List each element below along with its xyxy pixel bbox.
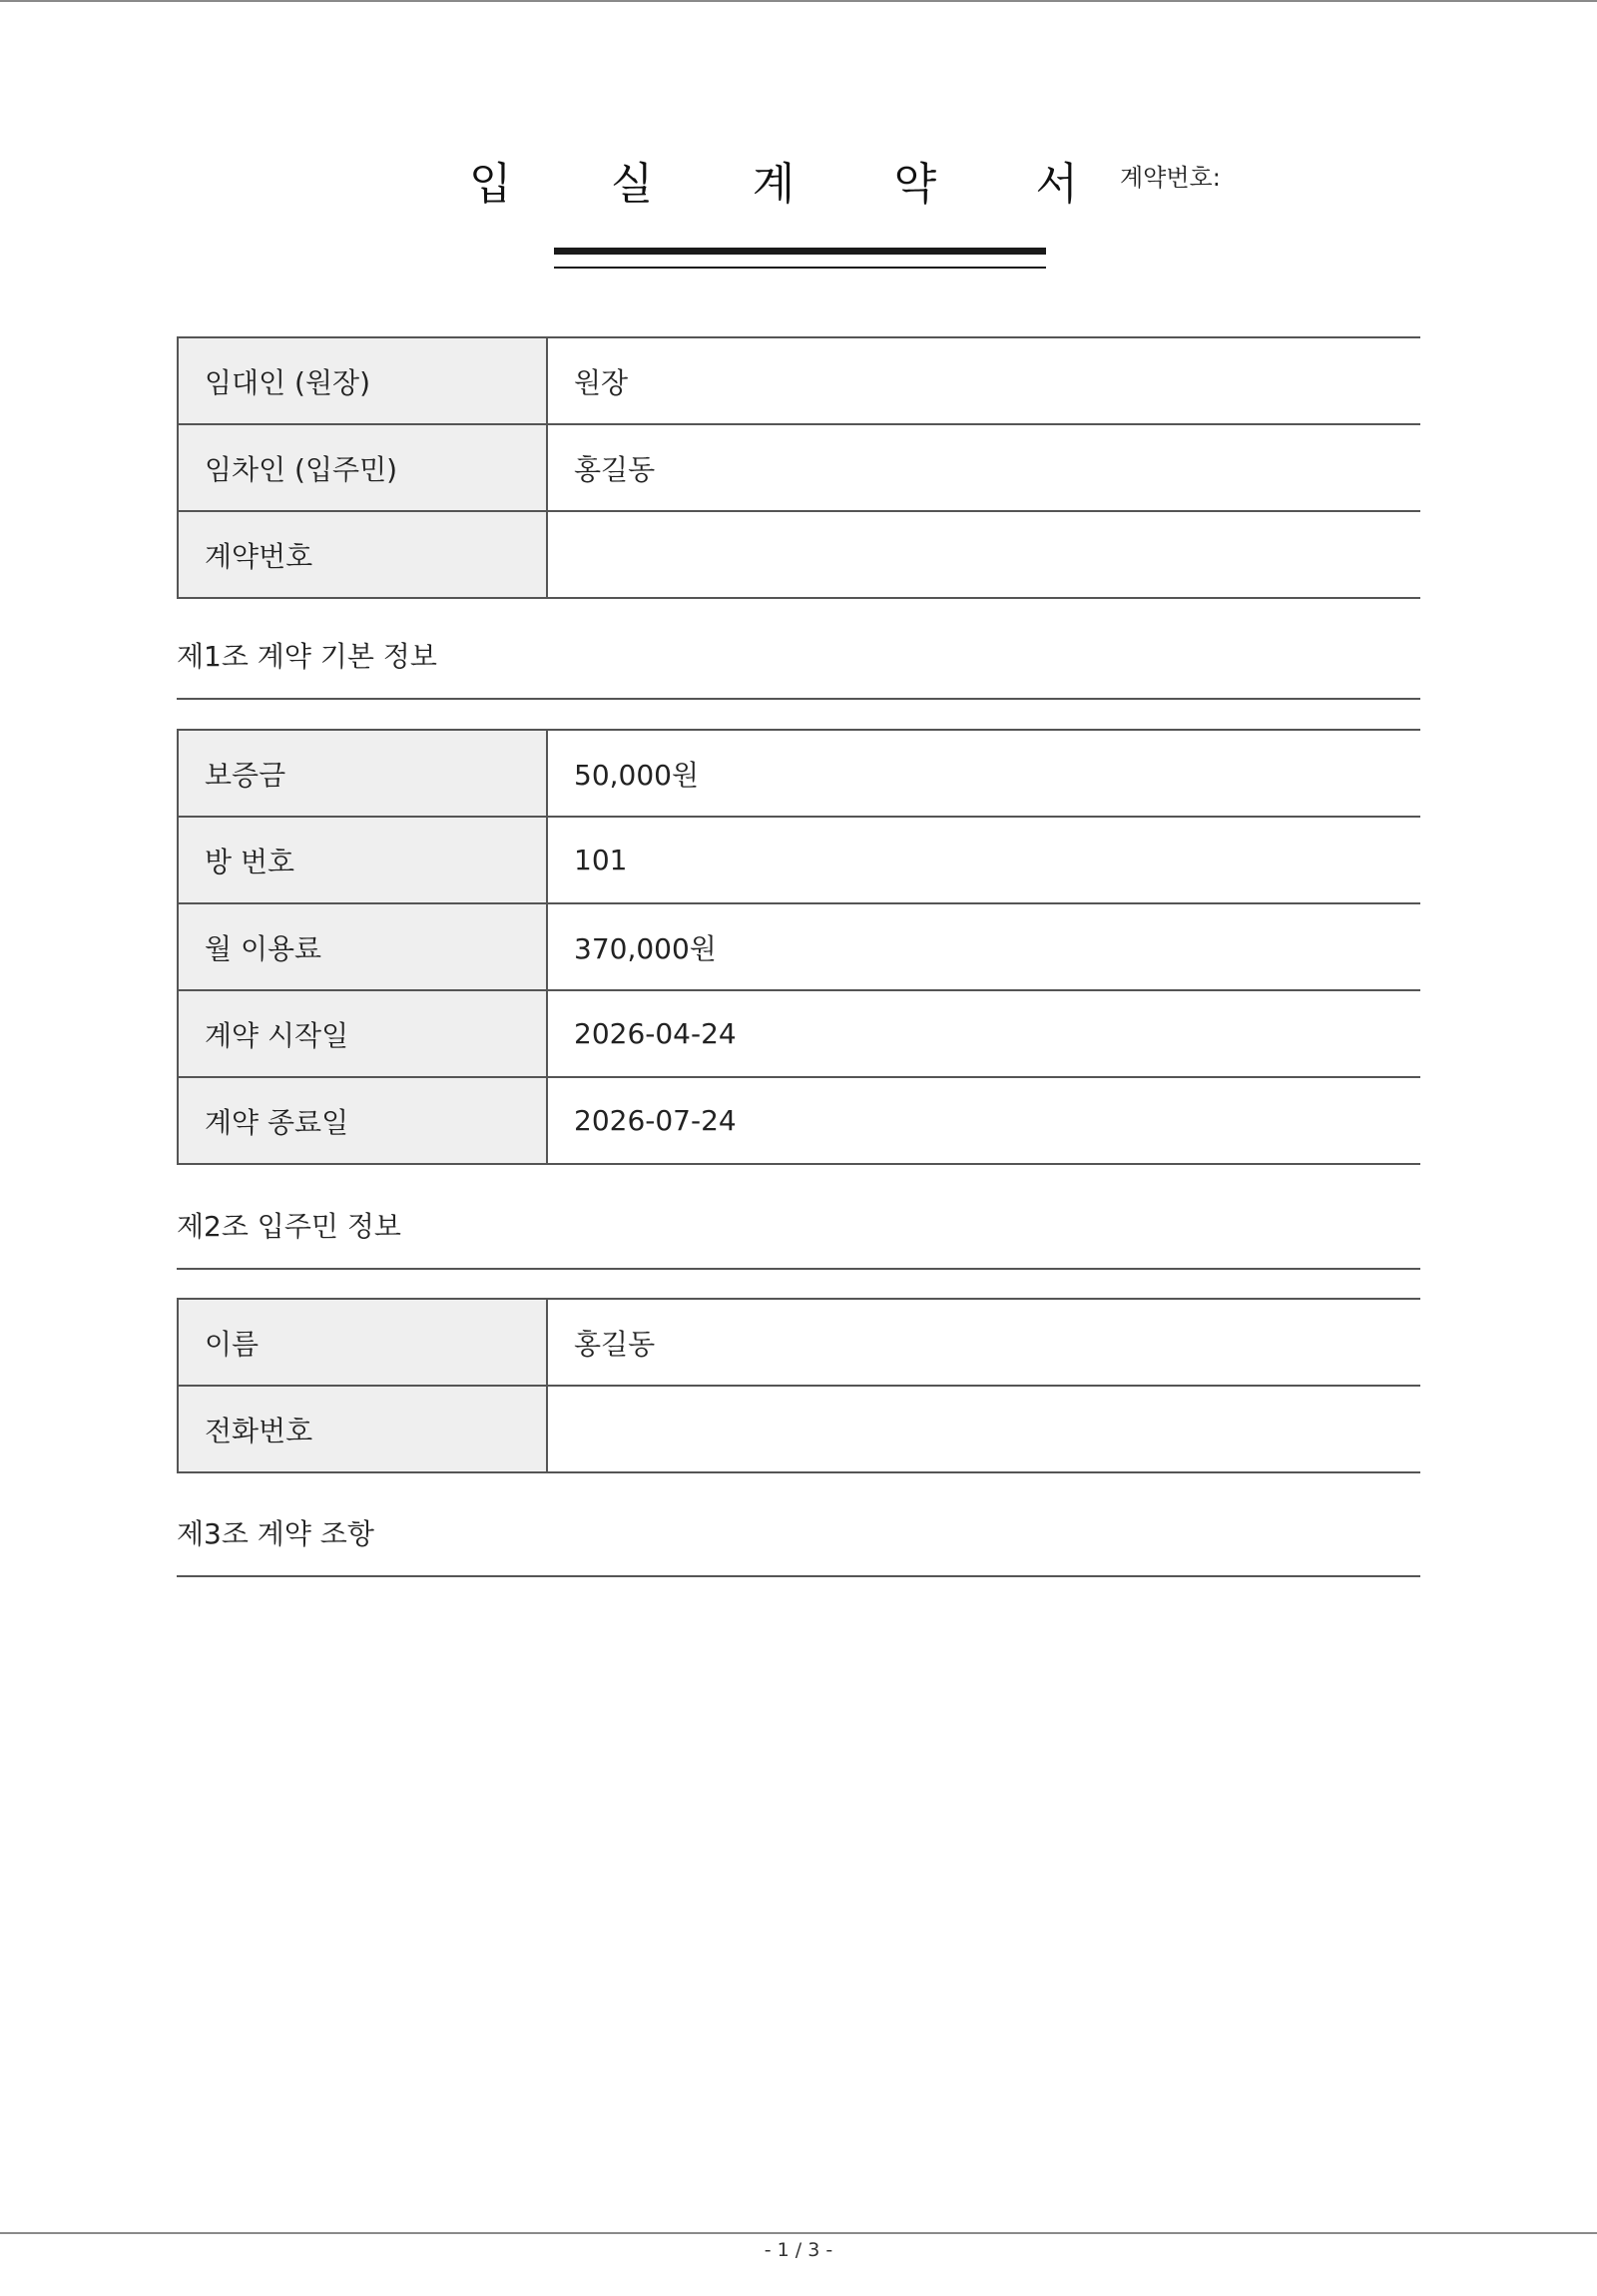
page-number: - 1 / 3 - (764, 2239, 833, 2261)
row-label: 계약 시작일 (177, 991, 548, 1076)
row-value: 370,000원 (574, 931, 717, 965)
footer-divider (0, 2232, 1597, 2234)
row-value: 원장 (574, 365, 629, 399)
title-char: 입 (469, 159, 512, 210)
article1-heading: 제1조 계약 기본 정보 (177, 640, 1420, 700)
row-value: 2026-04-24 (574, 1017, 737, 1050)
table-row (177, 338, 1420, 425)
title-char: 실 (610, 159, 654, 210)
article3-heading: 제3조 계약 조항 (177, 1517, 1420, 1577)
row-label: 계약 종료일 (177, 1078, 548, 1163)
row-value: 홍길동 (574, 452, 656, 486)
row-label: 임차인 (입주민) (177, 425, 548, 510)
table-row (177, 1387, 1420, 1473)
top-border-line (0, 0, 1597, 2)
row-label: 전화번호 (177, 1387, 548, 1471)
title-underline-thin (554, 267, 1046, 269)
table-row (177, 1078, 1420, 1165)
row-label: 방 번호 (177, 818, 548, 902)
row-value: 101 (574, 844, 628, 876)
table-row (177, 1300, 1420, 1387)
row-value (548, 1387, 1420, 1471)
contract-number-label: 계약번호: (1120, 164, 1221, 192)
table-row (177, 818, 1420, 904)
title-char: 서 (1035, 159, 1078, 210)
row-label: 계약번호 (177, 512, 548, 597)
article2-table (177, 1298, 1420, 1473)
table-row (177, 731, 1420, 818)
row-value (548, 512, 1420, 597)
table-row (177, 904, 1420, 991)
row-value: 홍길동 (574, 1327, 656, 1361)
article2-heading: 제2조 입주민 정보 (177, 1210, 1420, 1270)
title-char: 약 (893, 159, 937, 210)
table-row (177, 991, 1420, 1078)
row-label: 임대인 (원장) (177, 338, 548, 423)
table-row (177, 425, 1420, 512)
row-value: 2026-07-24 (574, 1104, 737, 1137)
row-label: 보증금 (177, 731, 548, 816)
title-char: 계 (752, 159, 796, 210)
parties-table (177, 336, 1420, 599)
table-row (177, 512, 1420, 599)
document-title (469, 155, 1078, 215)
row-value: 50,000원 (574, 758, 700, 792)
article1-table (177, 729, 1420, 1165)
title-underline-thick (554, 248, 1046, 255)
row-label: 이름 (177, 1300, 548, 1385)
row-label: 월 이용료 (177, 904, 548, 989)
